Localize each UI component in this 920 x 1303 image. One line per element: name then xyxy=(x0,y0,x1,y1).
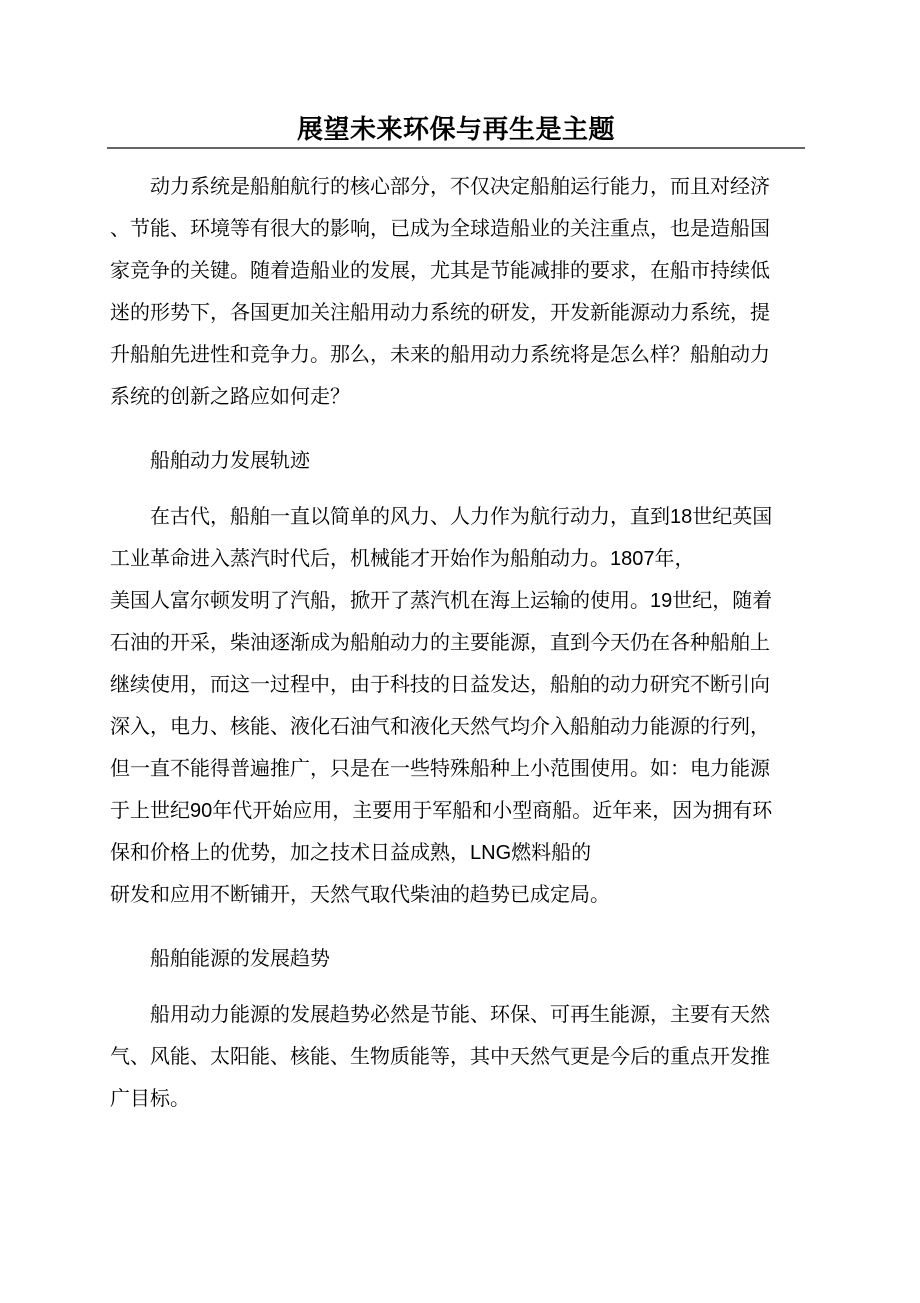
text-line: 动力系统是船舶航行的核心部分，不仅决定船舶运行能力，而且对经济 xyxy=(150,176,770,198)
text-line: 研发和应用不断铺开，天然气取代柴油的趋势已成定局。 xyxy=(110,884,610,906)
text-line: 继续使用，而这一过程中，由于科技的日益发达，船舶的动力研究不断引向 xyxy=(110,674,770,696)
section-heading-energy-trend: 船舶能源的发展趋势 xyxy=(150,948,330,970)
paragraph-intro xyxy=(110,166,782,418)
paragraph-energy-trend xyxy=(110,994,782,1120)
text-line: 于上世纪90年代开始应用，主要用于军船和小型商船。近年来，因为拥有环 xyxy=(110,800,773,822)
document-title: 展望未来环保与再生是主题 xyxy=(296,114,615,144)
text-line: 广目标。 xyxy=(110,1088,190,1110)
paragraph-power-history xyxy=(110,496,782,916)
text-line: 工业革命进入蒸汽时代后，机械能才开始作为船舶动力。1807年， xyxy=(110,548,695,570)
document-body xyxy=(110,149,782,1120)
text-line: 系统的创新之路应如何走？ xyxy=(110,386,350,408)
text-line: 石油的开采，柴油逐渐成为船舶动力的主要能源，直到今天仍在各种船舶上 xyxy=(110,632,770,654)
section-heading-power-development-track: 船舶动力发展轨迹 xyxy=(150,450,310,472)
text-line: 在古代，船舶一直以简单的风力、人力作为航行动力，直到18世纪英国 xyxy=(150,506,773,528)
text-line: 升船舶先进性和竞争力。那么，未来的船用动力系统将是怎么样？船舶动力 xyxy=(110,344,770,366)
text-line: 保和价格上的优势，加之技术日益成熟，LNG燃料船的 xyxy=(110,842,592,864)
text-line: 美国人富尔顿发明了汽船，掀开了蒸汽机在海上运输的使用。19世纪，随着 xyxy=(110,590,773,612)
text-line: 但一直不能得普遍推广，只是在一些特殊船种上小范围使用。如：电力能源 xyxy=(110,758,770,780)
text-line: 家竞争的关键。随着造船业的发展，尤其是节能减排的要求，在船市持续低 xyxy=(110,260,770,282)
title-block xyxy=(107,0,805,149)
text-line: 、节能、环境等有很大的影响，已成为全球造船业的关注重点，也是造船国 xyxy=(110,218,770,240)
text-line: 深入，电力、核能、液化石油气和液化天然气均介入船舶动力能源的行列， xyxy=(110,716,770,738)
text-line: 气、风能、太阳能、核能、生物质能等，其中天然气更是今后的重点开发推 xyxy=(110,1046,770,1068)
text-line: 迷的形势下，各国更加关注船用动力系统的研发，开发新能源动力系统，提 xyxy=(110,302,770,324)
text-line: 船用动力能源的发展趋势必然是节能、环保、可再生能源，主要有天然 xyxy=(150,1004,770,1026)
